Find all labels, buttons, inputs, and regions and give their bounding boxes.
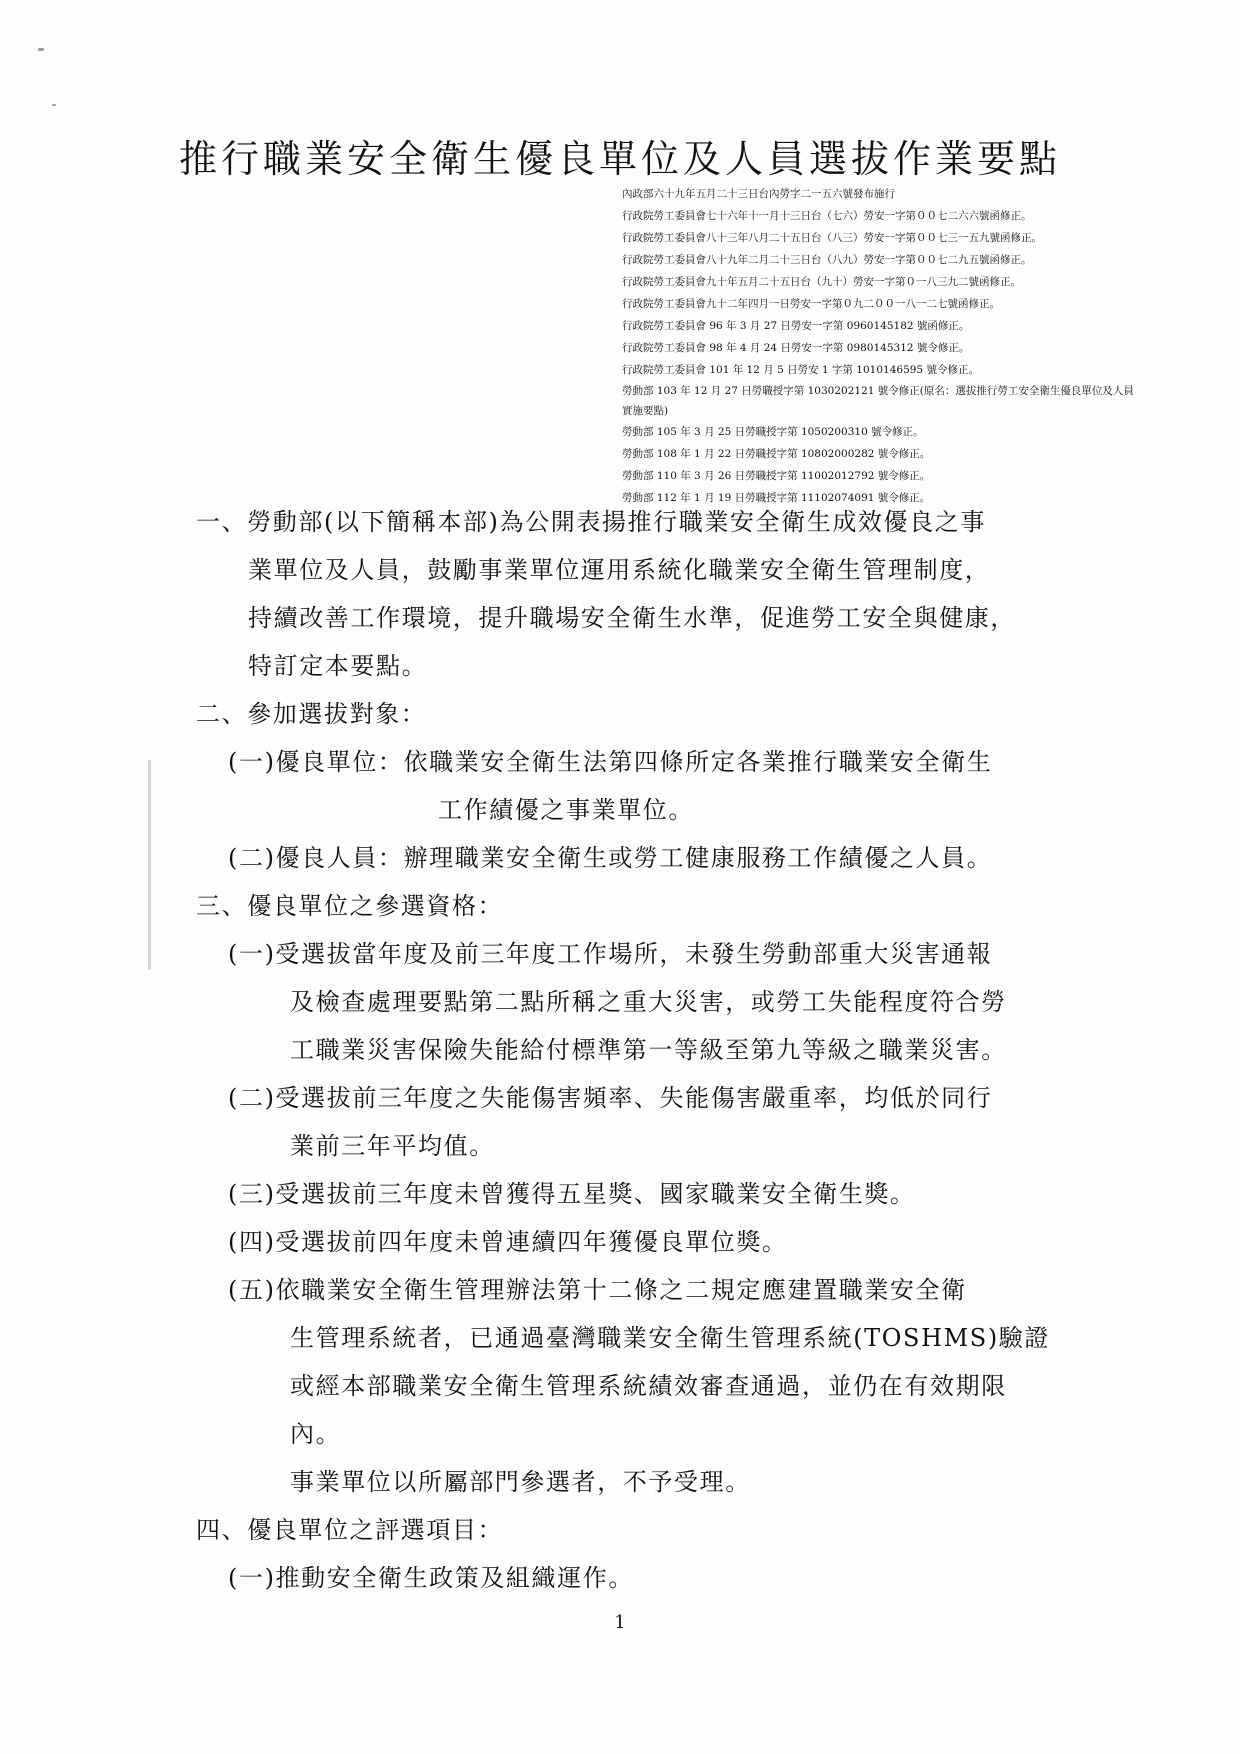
history-line: 勞動部 112 年 1 月 19 日勞職授字第 11102074091 號令修正。 (622, 492, 931, 504)
section-3-item: (四)受選拔前四年度未曾連續四年獲優良單位獎。 (228, 1228, 788, 1256)
section-3-item: 生管理系統者，已通過臺灣職業安全衛生管理系統(TOSHMS)驗證 (290, 1324, 1050, 1352)
section-3-item: (五)依職業安全衛生管理辦法第十二條之二規定應建置職業安全衛 (228, 1276, 967, 1304)
page-number: 1 (614, 1612, 626, 1633)
scan-speck (52, 104, 56, 106)
section-3-item: 業前三年平均值。 (290, 1132, 495, 1160)
section-3-item: 或經本部職業安全衛生管理系統績效審查通過，並仍在有效期限 (290, 1372, 1007, 1400)
history-line: 行政院勞工委員會八十三年八月二十五日台（八三）勞安一字第００七三一五九號函修正。 (622, 232, 1042, 244)
history-line: 勞動部 110 年 3 月 26 日勞職授字第 11002012792 號令修正。 (622, 470, 931, 482)
history-line: 行政院勞工委員會八十九年二月二十三日台（八九）勞安一字第００七二九五號函修正。 (622, 254, 1032, 266)
section-2-item: 工作績優之事業單位。 (438, 796, 694, 824)
history-line: 行政院勞工委員會 98 年 4 月 24 日勞安一字第 0980145312 號令修正。 (622, 342, 970, 354)
history-line: 行政院勞工委員會 96 年 3 月 27 日勞安一字第 0960145182 號函修正。 (622, 320, 970, 332)
section-3-note: 事業單位以所屬部門參選者，不予受理。 (290, 1468, 751, 1496)
section-1-line: 特訂定本要點。 (248, 652, 428, 680)
section-2-item: (一)優良單位：依職業安全衛生法第四條所定各業推行職業安全衛生 (228, 748, 993, 776)
section-3-item: 工職業災害保險失能給付標準第一等級至第九等級之職業災害。 (290, 1036, 1007, 1064)
section-1-line: 一、勞動部(以下簡稱本部)為公開表揚推行職業安全衛生成效優良之事 (196, 508, 986, 536)
history-line: 內政部六十九年五月二十三日台內勞字二一五六號發布施行 (622, 188, 895, 200)
section-1-line: 持續改善工作環境，提升職場安全衛生水準，促進勞工安全與健康， (248, 604, 1016, 632)
section-4-item: (一)推動安全衛生政策及組織運作。 (228, 1564, 634, 1592)
section-2-heading: 二、參加選拔對象： (196, 700, 427, 728)
history-line: 行政院勞工委員會七十六年十一月十三日台（七六）勞安一字第００七二六六號函修正。 (622, 210, 1032, 222)
section-3-item: 內。 (290, 1420, 342, 1448)
scan-speck (38, 48, 44, 51)
history-line: 行政院勞工委員會九十二年四月一日勞安一字第０九二００一八一二七號函修正。 (622, 298, 1000, 310)
history-line: 勞動部 108 年 1 月 22 日勞職授字第 10802000282 號令修正。 (622, 448, 931, 460)
document-title: 推行職業安全衛生優良單位及人員選拔作業要點 (178, 137, 1061, 181)
section-3-item: 及檢查處理要點第二點所稱之重大災害，或勞工失能程度符合勞 (290, 988, 1007, 1016)
section-3-item: (一)受選拔當年度及前三年度工作場所，未發生勞動部重大災害通報 (228, 940, 993, 968)
section-3-heading: 三、優良單位之參選資格： (196, 892, 504, 920)
section-2-item: (二)優良人員：辦理職業安全衛生或勞工健康服務工作績優之人員。 (228, 844, 993, 872)
section-1-line: 業單位及人員，鼓勵事業單位運用系統化職業安全衛生管理制度， (248, 556, 991, 584)
history-line: 勞動部 105 年 3 月 25 日勞職授字第 1050200310 號令修正。 (622, 426, 924, 438)
section-3-item: (三)受選拔前三年度未曾獲得五星獎、國家職業安全衛生獎。 (228, 1180, 916, 1208)
scan-speck (148, 760, 151, 970)
section-4-heading: 四、優良單位之評選項目： (196, 1516, 504, 1544)
history-line: 行政院勞工委員會九十年五月二十五日台（九十）勞安一字第０一八三九二號函修正。 (622, 276, 1021, 288)
history-line: 行政院勞工委員會 101 年 12 月 5 日勞安 1 字第 1010146595 號令修正。 (622, 364, 979, 376)
section-3-item: (二)受選拔前三年度之失能傷害頻率、失能傷害嚴重率，均低於同行 (228, 1084, 993, 1112)
amendment-history (622, 183, 1142, 509)
history-line: 勞動部 103 年 12 月 27 日勞職授字第 1030202121 號令修正(原名：選拔推行勞工安全衛生優良單位及人員實施要點) (622, 385, 1134, 417)
